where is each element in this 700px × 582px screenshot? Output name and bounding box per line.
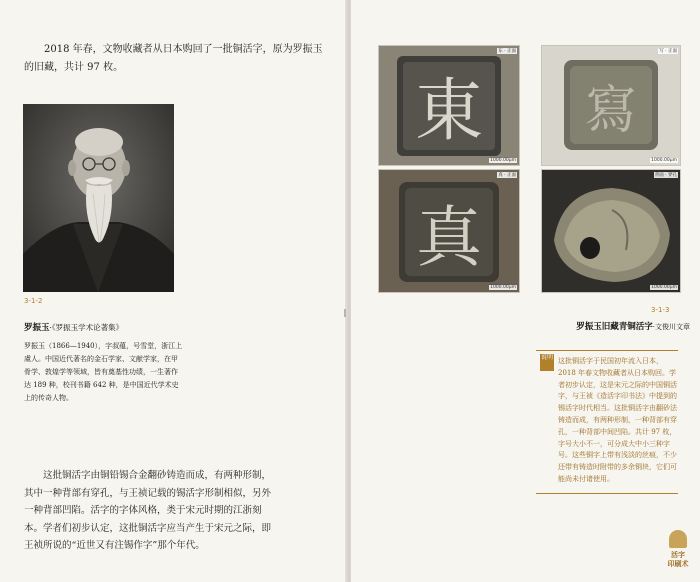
intro-paragraph: 2018 年春，文物收藏者从日本购回了一批铜活字，原为罗振玉的旧藏，共计 97 枚。: [24, 44, 323, 73]
figure-number: 3-1-2: [24, 297, 43, 305]
type-photo-zhen: [378, 169, 520, 293]
type-character: 東: [414, 72, 484, 151]
portrait-illustration: [23, 104, 174, 292]
badge-line-1: 活字: [671, 550, 685, 559]
figure-caption: [24, 321, 123, 333]
chapter-badge: [664, 530, 692, 576]
photo-tag: 写 · 正面: [659, 49, 677, 54]
photo-tag: 背面 · 穿孔: [654, 173, 677, 178]
type-image: [542, 46, 680, 165]
bell-icon: [669, 530, 687, 548]
type-photo-back: [541, 169, 681, 293]
figure-caption-source: ·文俊川文章: [652, 323, 690, 331]
type-character: 寫: [584, 81, 638, 141]
scale-bar-label: 1000.00μm: [651, 285, 677, 290]
scale-bar-label: 1000.00μm: [490, 158, 516, 163]
photo-tag: 真 · 正面: [498, 173, 516, 178]
type-character: 真: [416, 199, 482, 276]
scale-bar-label: 1000.00μm: [651, 158, 677, 163]
figure-caption-source: ·《罗振玉学术论著集》: [49, 323, 124, 332]
gutter-mark: ‖: [343, 308, 348, 317]
body-paragraph: 这批铜活字由铜铅锡合金翻砂铸造而成，有两种形制，其中一种背部有穿孔，与王祯记载的锡活字形制相似，另外一种背部凹陷。活字的字体风格，类于宋元时期的江浙刻本。学者们初步认定，这批铜活字应当产生于宋元之际，即王祯所说的“近世又有注锡作字”那个年代。: [24, 470, 272, 551]
type-photo-xie: [541, 45, 681, 166]
scale-bar-label: 1000.00μm: [490, 285, 516, 290]
figure-number: 3-1-3: [651, 306, 670, 314]
type-photo-dong: [378, 45, 520, 166]
figure-caption: [530, 320, 690, 332]
note-text: 这批铜活字于民国初年流入日本，2018 年春文物收藏者从日本购回。学者初步认定，这是宋元之际的中国铜活字，与王祯《造活字印书法》中提到的锡活字时代相当。这批铜活字由翻砂法铸造而成，有两种形制，一种背部有穿孔，一种背部中间凹陷。共计 97 枚，字号大小不一，可分成大中小三种字号。这些铜字上带有浅淡的丝痕，不少还带有铸造时附带的多余铜块，它们可能尚未付诸使用。: [558, 357, 677, 483]
portrait-photo: [23, 104, 174, 292]
type-image: [542, 170, 680, 292]
type-image: [379, 46, 519, 165]
badge-line-2: 印刷术: [667, 559, 689, 568]
figure-caption-title: 罗振玉: [24, 323, 50, 333]
bio-paragraph: 罗振玉（1866—1940），字叔蕴，号雪堂，浙江上虞人。中国近代著名的金石学家、文献学家，在甲骨学、敦煌学等领域，皆有奠基性功绩，一生著作达 189 种，校刊书籍 642 种，是中国近代学术史上的传奇人物。: [24, 342, 183, 402]
note-icon: 说明: [540, 354, 554, 371]
photo-tag: 东 · 正面: [498, 49, 516, 54]
type-image: [379, 170, 519, 292]
figure-caption-title: 罗振玉旧藏青铜活字: [576, 322, 653, 332]
